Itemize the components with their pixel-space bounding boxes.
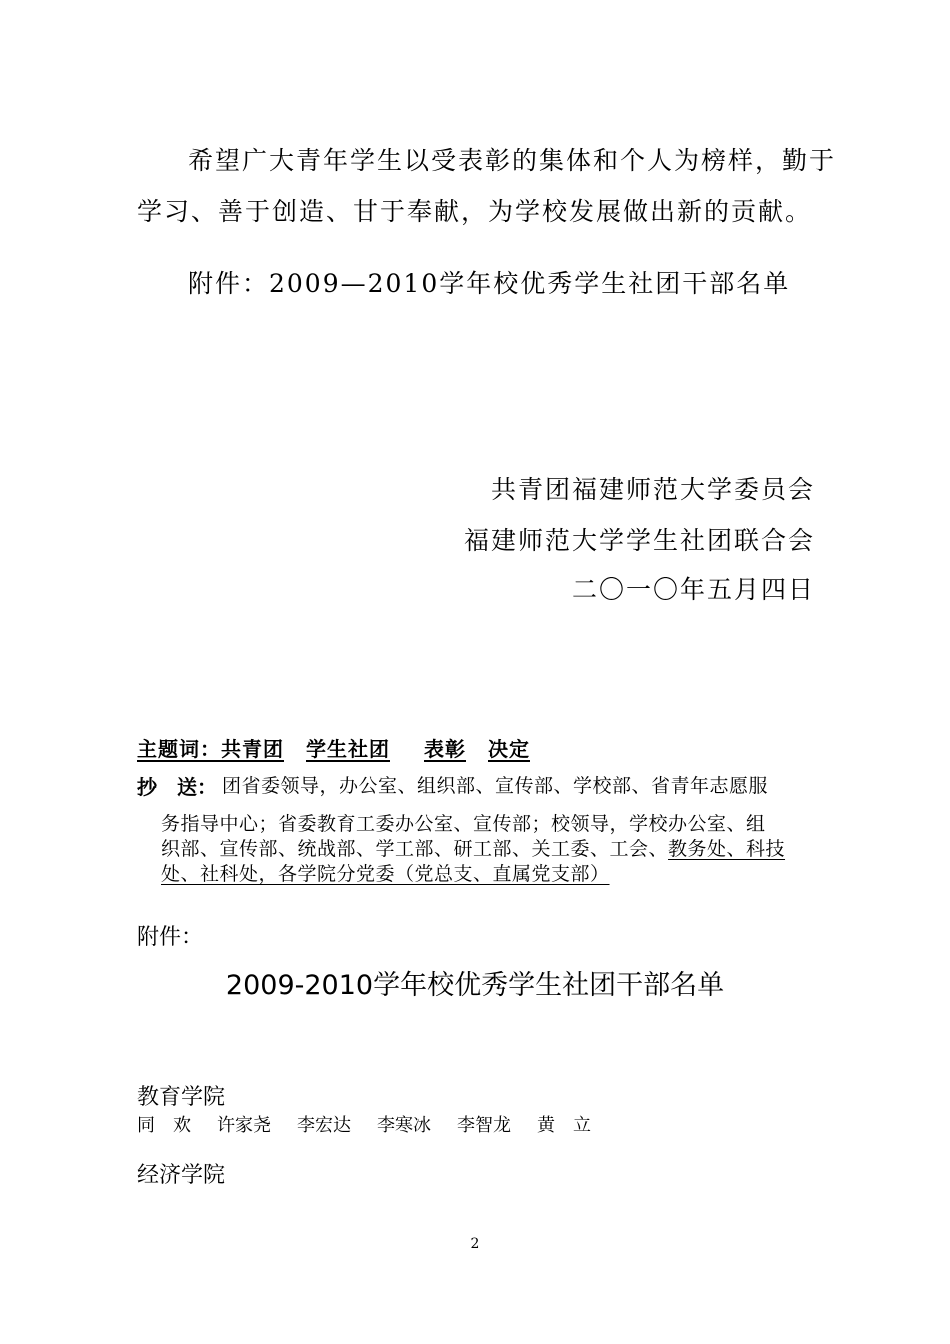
college-name: 教育学院 bbox=[137, 1085, 226, 1110]
subject-word: 学生社团 bbox=[306, 737, 390, 761]
attachment-reference: 附件：2009—2010学年校优秀学生社团干部名单 bbox=[188, 269, 791, 298]
subject-label: 主题词： bbox=[137, 737, 221, 761]
body-paragraph-line-2: 学习、善于创造、甘于奉献，为学校发展做出新的贡献。 bbox=[137, 197, 813, 226]
cc-label: 抄 送： bbox=[137, 775, 217, 799]
cc-line-3-plain: 织部、宣传部、统战部、学工部、研工部、关工委、工会、 bbox=[161, 838, 669, 860]
cc-line-2: 务指导中心；省委教育工委办公室、宣传部；校领导，学校办公室、组 bbox=[161, 813, 766, 835]
page-number: 2 bbox=[470, 1236, 480, 1252]
cc-line-4: 处、社科处，各学院分党委（党总支、直属党支部） bbox=[161, 863, 610, 885]
member-name: 黄 立 bbox=[537, 1115, 591, 1136]
cc-line-3-underlined: 教务处、科技 bbox=[668, 838, 786, 860]
signature-org-1: 共青团福建师范大学委员会 bbox=[490, 475, 815, 504]
member-name: 李智龙 bbox=[457, 1115, 511, 1136]
member-name: 许家尧 bbox=[217, 1115, 271, 1136]
member-name: 同 欢 bbox=[137, 1115, 191, 1136]
body-paragraph-line-1: 希望广大青年学生以受表彰的集体和个人为榜样，勤于 bbox=[188, 146, 837, 175]
cc-line-3 bbox=[161, 834, 785, 861]
subject-keywords bbox=[137, 733, 530, 762]
subject-word: 表彰 bbox=[424, 737, 466, 761]
member-list bbox=[137, 1111, 617, 1137]
college-name: 经济学院 bbox=[137, 1163, 226, 1188]
attachment-label: 附件： bbox=[137, 925, 204, 950]
subject-word: 共青团 bbox=[221, 737, 284, 761]
member-name: 李寒冰 bbox=[377, 1115, 431, 1136]
member-name: 李宏达 bbox=[297, 1115, 351, 1136]
subject-word: 决定 bbox=[488, 737, 530, 761]
attachment-title: 2009-2010学年校优秀学生社团干部名单 bbox=[225, 970, 725, 1001]
signature-date: 二〇一〇年五月四日 bbox=[571, 575, 815, 604]
cc-line-1: 团省委领导，办公室、组织部、宣传部、学校部、省青年志愿服 bbox=[222, 775, 769, 797]
signature-org-2: 福建师范大学学生社团联合会 bbox=[463, 526, 815, 555]
